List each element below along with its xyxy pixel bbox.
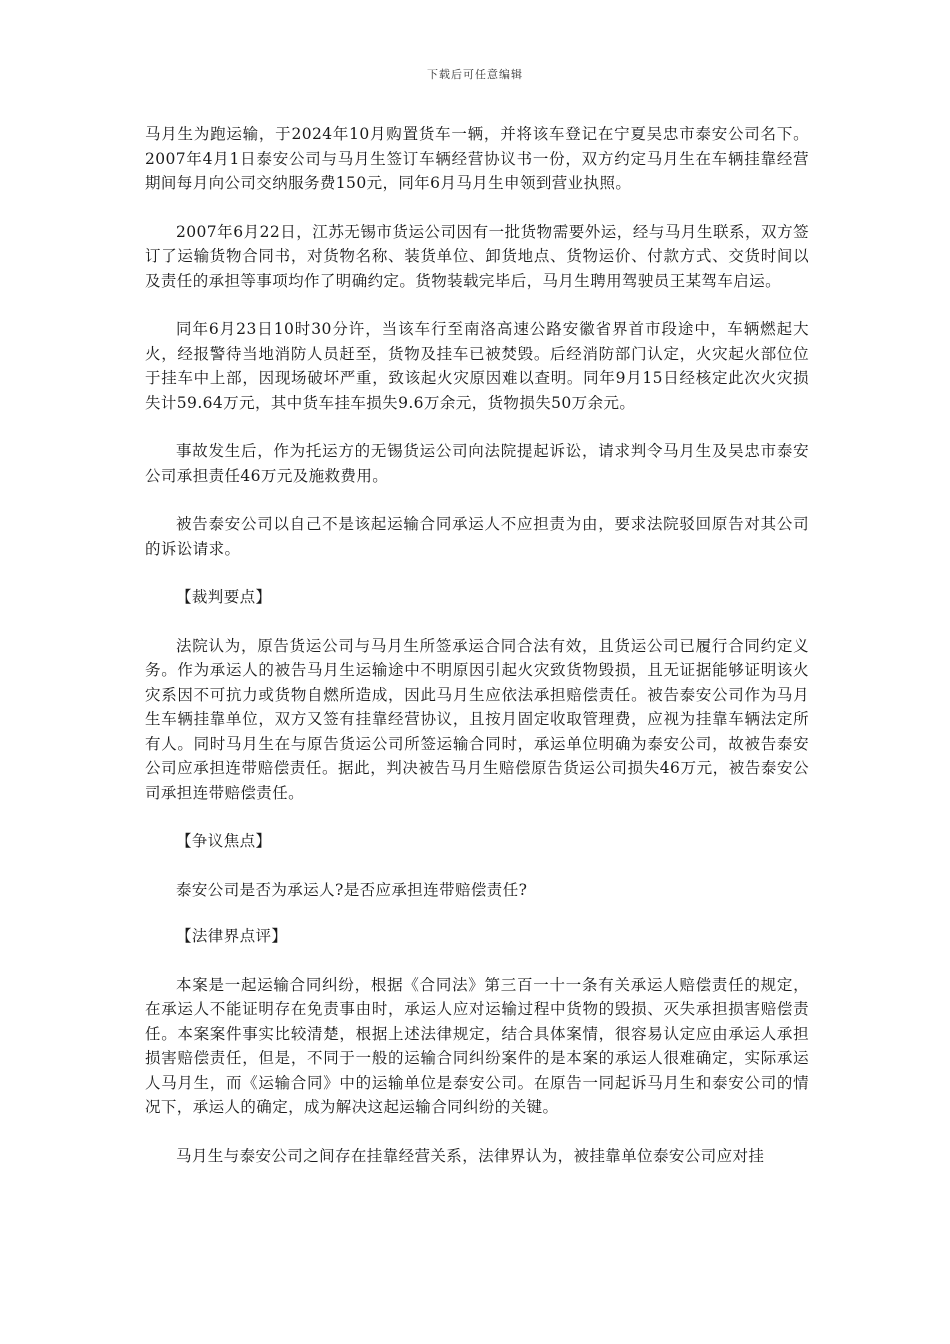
paragraph-dispute-question: 泰安公司是否为承运人?是否应承担连带赔偿责任? [176, 880, 528, 899]
paragraph-contract: 2007年6月22日，江苏无锡市货运公司因有一批货物需要外运，经与马月生联系，双方签订了运输货物合同书，对货物名称、装货单位、卸货地点、货物运价、付款方式、交货时间以及责任的承担等事项均作了明确约定。货物装载完毕后，马月生聘用驾驶员王某驾车启运。 [145, 222, 809, 290]
paragraph-background: 马月生为跑运输，于2024年10月购置货车一辆，并将该车登记在宁夏吴忠市泰安公司名下。2007年4月1日泰安公司与马月生签订车辆经营协议书一份，双方约定马月生在车辆挂靠经营期间每月向公司交纳服务费150元，同年6月马月生申领到营业执照。 [145, 125, 809, 192]
section-heading-judgment: 【裁判要点】 [176, 588, 272, 606]
section-heading-commentary: 【法律界点评】 [176, 927, 288, 945]
paragraph-affiliation: 马月生与泰安公司之间存在挂靠经营关系，法律界认为，被挂靠单位泰安公司应对挂 [176, 1146, 765, 1165]
paragraph-fire-incident: 同年6月23日10时30分许，当该车行至南洛高速公路安徽省界首市段途中，车辆燃起大火，经报警待当地消防人员赶至，货物及挂车已被焚毁。后经消防部门认定，火灾起火部位位于挂车中上部，因现场破坏严重，致该起火灾原因难以查明。同年9月15日经核定此次火灾损失计59.64万元，其中货车挂车损失9.6万余元，货物损失50万余元。 [145, 320, 809, 412]
page-header-note: 下载后可任意编辑 [427, 68, 523, 81]
paragraph-lawsuit: 事故发生后，作为托运方的无锡货运公司向法院提起诉讼，请求判令马月生及吴忠市泰安公司承担责任46万元及施救费用。 [145, 442, 809, 485]
paragraph-defendant-argument: 被告泰安公司以自己不是该起运输合同承运人不应担责为由，要求法院驳回原告对其公司的诉讼请求。 [145, 515, 809, 558]
section-heading-dispute: 【争议焦点】 [176, 832, 272, 850]
paragraph-commentary: 本案是一起运输合同纠纷，根据《合同法》第三百一十一条有关承运人赔偿责任的规定，在承运人不能证明存在免责事由时，承运人应对运输过程中货物的毁损、灭失承担损害赔偿责任。本案案件事实比较清楚，根据上述法律规定，结合具体案情，很容易认定应由承运人承担损害赔偿责任，但是，不同于一般的运输合同纠纷案件的是本案的承运人很难确定，实际承运人马月生，而《运输合同》中的运输单位是泰安公司。在原告一同起诉马月生和泰安公司的情况下，承运人的确定，成为解决这起运输合同纠纷的关键。 [145, 975, 809, 1116]
paragraph-court-opinion: 法院认为，原告货运公司与马月生所签承运合同合法有效，且货运公司已履行合同约定义务。作为承运人的被告马月生运输途中不明原因引起火灾致货物毁损，且无证据能够证明该火灾系因不可抗力或货物自燃所造成，因此马月生应依法承担赔偿责任。被告泰安公司作为马月生车辆挂靠单位，双方又签有挂靠经营协议，且按月固定收取管理费，应视为挂靠车辆法定所有人。同时马月生在与原告货运公司所签运输合同时，承运单位明确为泰安公司，故被告泰安公司应承担连带赔偿责任。据此，判决被告马月生赔偿原告货运公司损失46万元，被告泰安公司承担连带赔偿责任。 [145, 636, 809, 802]
document-body [145, 122, 809, 1192]
